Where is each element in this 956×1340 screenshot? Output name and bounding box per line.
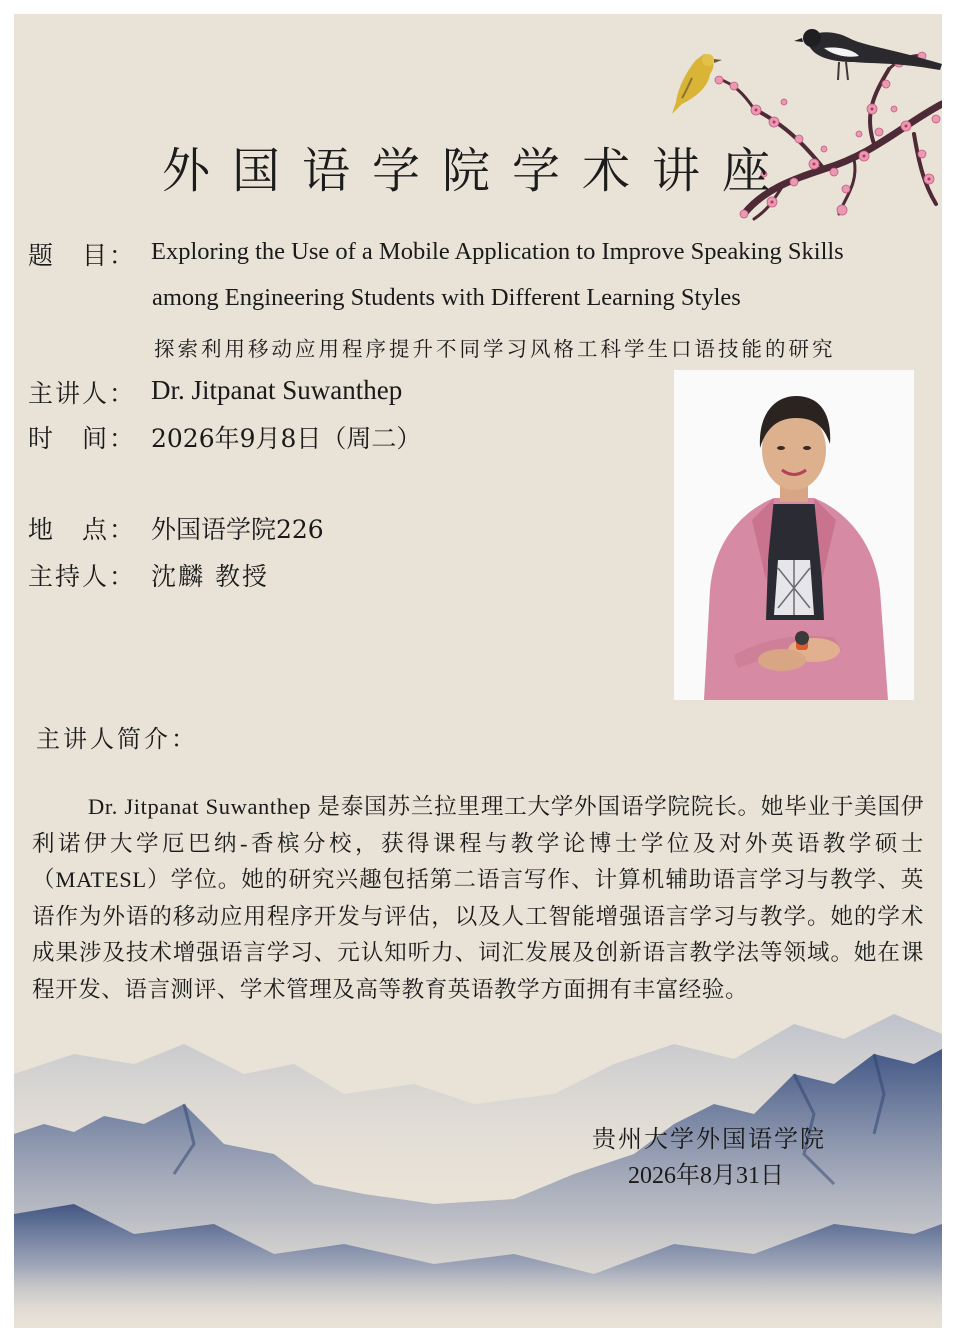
- poster: [14, 14, 942, 1328]
- time-value: 2026年9月8日（周二）: [151, 424, 422, 453]
- speaker-portrait-icon: [674, 370, 914, 700]
- speaker-photo: [674, 370, 914, 700]
- speaker-name: Dr. Jitpanat Suwanthep: [151, 375, 403, 405]
- topic-chinese: 探索利用移动应用程序提升不同学习风格工科学生口语技能的研究: [154, 337, 836, 361]
- host-value: 沈麟 教授: [151, 562, 269, 591]
- host-label: 主持人：: [28, 562, 137, 591]
- venue-label: 地 点：: [28, 515, 137, 544]
- magpie-bird-icon: [794, 18, 942, 88]
- bio-heading: 主讲人简介：: [36, 725, 198, 753]
- topic-english-line1: Exploring the Use of a Mobile Application to Improve Speaking Skills: [151, 238, 844, 265]
- footer-date: 2026年8月31日: [628, 1163, 784, 1189]
- topic-english-line2: among Engineering Students with Different Learning Styles: [152, 284, 741, 311]
- ink-mountains-icon: [14, 1004, 942, 1328]
- topic-label: 题 目：: [28, 241, 137, 270]
- poster-title: 外国语学院学术讲座: [162, 143, 793, 199]
- time-label: 时 间：: [28, 424, 137, 453]
- bio-text: Dr. Jitpanat Suwanthep 是泰国苏兰拉里理工大学外国语学院院长。她毕业于美国伊利诺伊大学厄巴纳-香槟分校，获得课程与教学论博士学位及对外英语教学硕士（MATESL）学位。她的研究兴趣包括第二语言写作、计算机辅助语言学习与教学、英语作为外语的移动应用程序开发与评估，以及人工智能增强语言学习与教学。她的学术成果涉及技术增强语言学习、元认知听力、词汇发展及创新语言教学法等领域。她在课程开发、语言测评、学术管理及高等教育英语教学方面拥有丰富经验。: [32, 794, 924, 1002]
- footer-organization: 贵州大学外国语学院: [592, 1127, 826, 1153]
- yellow-bird-icon: [664, 48, 724, 118]
- venue-value: 外国语学院226: [151, 515, 324, 544]
- speaker-label: 主讲人：: [28, 379, 137, 408]
